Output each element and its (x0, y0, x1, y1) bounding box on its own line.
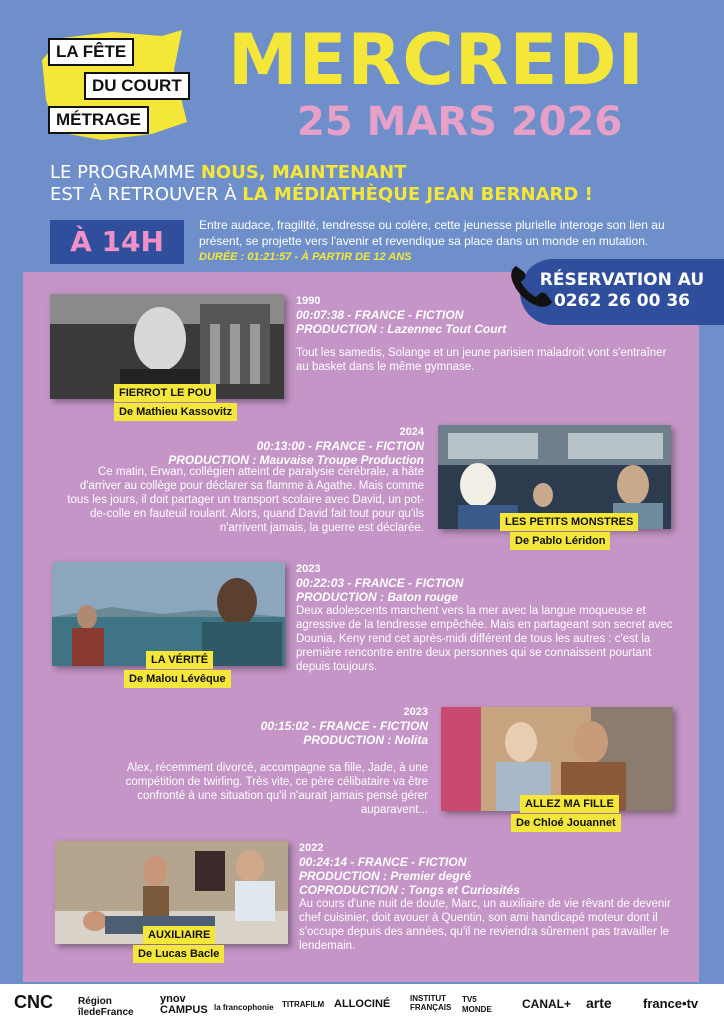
film-1-title: FIERROT LE POU (114, 384, 216, 402)
film-2-duration: 00:13:00 - FRANCE - FICTION (256, 439, 424, 453)
film-4-year: 2023 (403, 706, 428, 718)
session-duration: DURÉE : 01:21:57 - À PARTIR DE 12 ANS (199, 251, 412, 263)
film-2-title: LES PETITS MONSTRES (500, 513, 638, 531)
partner-tv5monde[interactable]: TV5 MONDE (462, 995, 492, 1014)
film-2-year: 2024 (399, 426, 424, 438)
program-line-1 (50, 162, 406, 184)
film-5-coproduction: COPRODUCTION : Tongs et Curiosités (299, 883, 520, 897)
partner-titrafilm[interactable]: TITRAFILM (282, 1000, 325, 1009)
film-4-director: De Chloé Jouannet (511, 814, 621, 832)
film-1-meta (296, 294, 506, 336)
film-5-meta (299, 841, 520, 897)
film-2-production: PRODUCTION : Mauvaise Troupe Production (168, 453, 424, 467)
film-5-title: AUXILIAIRE (143, 926, 215, 944)
partner-francophonie[interactable]: la francophonie (214, 1003, 274, 1012)
film-5-duration: 00:24:14 - FRANCE - FICTION (299, 855, 467, 869)
session-time: À 14H (50, 220, 184, 264)
program-line-1-text: LE PROGRAMME (50, 162, 201, 183)
film-1-duration: 00:07:38 - FRANCE - FICTION (296, 308, 464, 322)
film-4-meta (160, 705, 428, 747)
program-name: NOUS, MAINTENANT (200, 162, 407, 183)
film-3-year: 2023 (296, 563, 321, 575)
reservation-phone[interactable]: 0262 26 00 36 (553, 291, 691, 311)
logo-line-1: LA FÊTE (48, 38, 134, 66)
partner-ynov[interactable]: ynov CAMPUS (160, 993, 208, 1016)
film-2-director: De Pablo Léridon (510, 532, 610, 550)
film-1-year: 1990 (296, 295, 321, 307)
logo-line-3: MÉTRAGE (48, 106, 149, 134)
film-3-synopsis: Deux adolescents marchent vers la mer avec la langue moqueuse et agressive de la tendresse empêchée. Mais en partageant son secret avec Dounia, Keny rend cet après-midi différent de tous les autres : c'est la première rencontre entre deux personnes qui se connaissent pourtant depuis toujours. (296, 605, 673, 673)
film-2-synopsis: Ce matin, Erwan, collégien atteint de paralysie cérébrale, a hâte d'arriver au collège pour déclarer sa flamme à Agathe. Mais comme tous les jours, il doit partager un transport scolaire avec David, un pot-de-colle en fauteuil roulant. Alors, quand David fait tout pour qu'ils n'arrivent jamais, la guerre est déclarée. (67, 466, 424, 534)
film-4-duration: 00:15:02 - FRANCE - FICTION (260, 719, 428, 733)
film-1-synopsis: Tout les samedis, Solange et un jeune parisien maladroit vont s'entraîner au basket dans le même gymnase. (296, 347, 667, 373)
program-line-2-text: EST À RETROUVER À (50, 184, 243, 205)
partner-canalplus[interactable]: CANAL+ (522, 997, 572, 1011)
film-5-synopsis: Au cours d'une nuit de doute, Marc, un auxiliaire de vie rêvant de devenir chef cuisinier, doit avouer à Quentin, son ami handicapé moteur dont il s'occupe depuis des années, qu'il ne reviendra sûrement pas travailler le lendemain. (299, 898, 671, 952)
program-line-2 (50, 184, 593, 206)
partner-institut-francais[interactable]: INSTITUT FRANÇAIS (410, 994, 452, 1012)
partner-cnc[interactable]: CNC (14, 992, 53, 1012)
film-1-production: PRODUCTION : Lazennec Tout Court (296, 322, 507, 336)
event-date: 25 MARS 2026 (297, 99, 623, 145)
film-3-duration: 00:22:03 - FRANCE - FICTION (296, 576, 464, 590)
film-5-director: De Lucas Bacle (133, 945, 224, 963)
film-2-meta (150, 425, 424, 467)
logo-line-2: DU COURT (84, 72, 190, 100)
film-3-production: PRODUCTION : Baton rouge (296, 590, 458, 604)
film-3-director: De Malou Lévêque (124, 670, 231, 688)
film-3-meta (296, 562, 463, 604)
film-5-year: 2022 (299, 842, 324, 854)
venue-name: LA MÉDIATHÈQUE JEAN BERNARD ! (242, 184, 593, 205)
partner-francetv[interactable]: france•tv (643, 996, 699, 1011)
partner-arte[interactable]: arte (586, 995, 612, 1011)
film-3-title: LA VÉRITÉ (146, 651, 213, 669)
partner-allocine[interactable]: ALLOCINÉ (334, 998, 391, 1010)
partner-region-idf[interactable]: Région îledeFrance (78, 996, 134, 1018)
film-1-director: De Mathieu Kassovitz (114, 403, 237, 421)
film-4-title: ALLEZ MA FILLE (520, 795, 619, 813)
phone-icon (506, 262, 556, 312)
reservation-label: RÉSERVATION AU (539, 270, 705, 290)
festival-logo (42, 30, 187, 140)
session-intro: Entre audace, fragilité, tendresse ou colère, cette jeunesse plurielle interoge son lien au présent, se projette vers l'avenir et revendique sa place dans un monde en mutation. (199, 218, 665, 248)
event-day: MERCREDI (228, 19, 645, 101)
film-4-production: PRODUCTION : Nolita (303, 733, 428, 747)
film-5-production: PRODUCTION : Premier degré (299, 869, 472, 883)
film-4-synopsis: Alex, récemment divorcé, accompagne sa fille, Jade, à une compétition de twirling. Très vite, ce père célibataire va être confronté à une situation qu'il n'aurait jamais pensé gérer auparavent... (125, 762, 428, 816)
